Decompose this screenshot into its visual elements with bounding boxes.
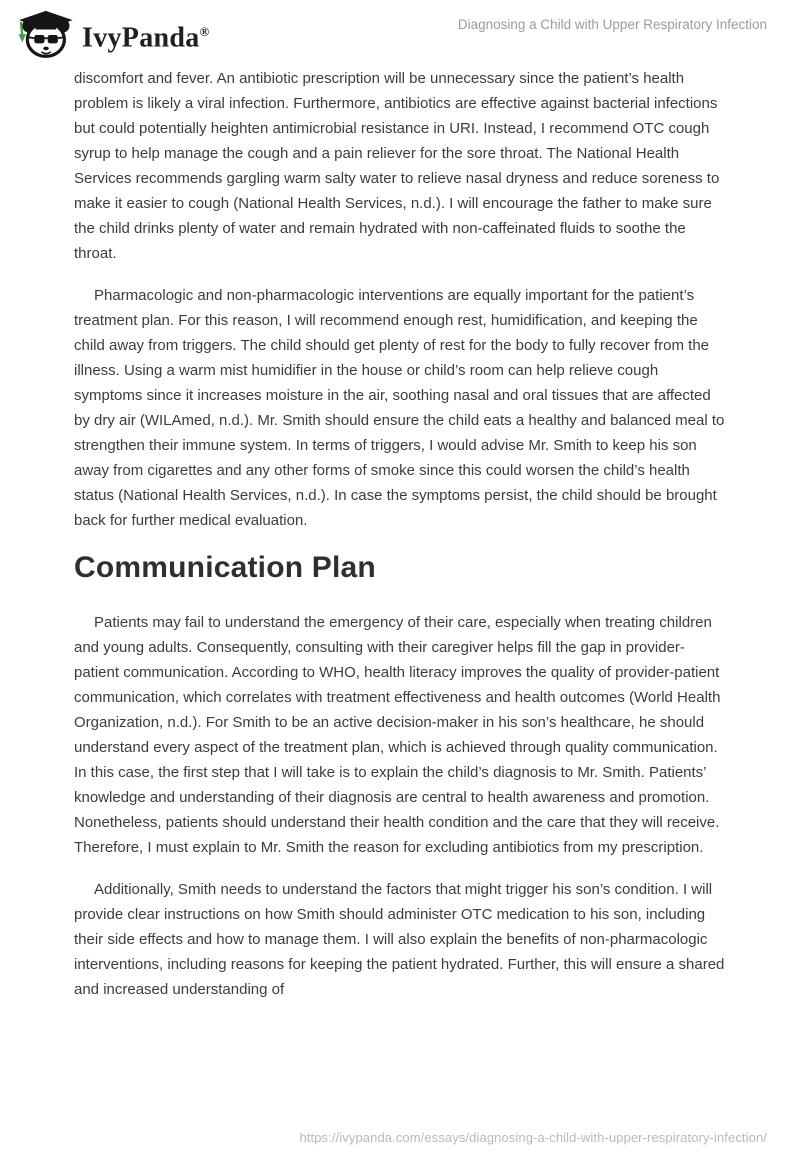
page-footer — [299, 1129, 767, 1147]
brand — [13, 7, 210, 63]
brand-name — [82, 7, 210, 63]
source-url: https://ivypanda.com/essays/diagnosing-a-child-with-upper-respiratory-infection/ — [299, 1130, 767, 1145]
essay-content — [74, 66, 729, 1019]
page-header — [0, 0, 800, 63]
panda-graduation-cap-logo-icon — [13, 10, 75, 60]
paragraph: Patients may fail to understand the emergency of their care, especially when treating children and young adults. Consequently, consulting with their caregiver helps fill the gap in provider-patient communication. According to WHO, health literacy improves the quality of provider-patient communication, which correlates with treatment effectiveness and health outcomes (World Health Organization, n.d.). For Smith to be an active decision-maker in his son’s healthcare, he should understand every aspect of the treatment plan, which is achieved through quality communication. In this case, the first step that I will take is to explain the child’s diagnosis to Mr. Smith. Patients’ knowledge and understanding of their diagnosis are central to health awareness and promotion. Nonetheless, patients should understand their health condition and the care that they will receive. Therefore, I must explain to Mr. Smith the reason for excluding antibiotics from my prescription. — [74, 614, 721, 856]
paragraph-continuation: discomfort and fever. An antibiotic prescription will be unnecessary since the patient’s health problem is likely a viral infection. Furthermore, antibiotics are effective against bacterial infections but could potentially heighten antimicrobial resistance in URI. Instead, I recommend OTC cough syrup to help manage the cough and a pain reliever for the sore throat. The National Health Services recommends gargling warm salty water to relieve nasal dryness and reduce soreness to make it easier to cough (National Health Services, n.d.). I will encourage the father to make sure the child drinks plenty of water and remain hydrated with non-caffeinated fluids to soothe the throat. — [74, 70, 720, 262]
document-title: Diagnosing a Child with Upper Respiratory Infection — [457, 17, 767, 32]
brand-text: IvyPanda — [82, 22, 200, 54]
registered-trademark-symbol: ® — [199, 24, 210, 39]
section-heading-communication-plan: Communication Plan — [74, 551, 376, 584]
paragraph: Additionally, Smith needs to understand the factors that might trigger his son’s condition. I will provide clear instructions on how Smith should administer OTC medication to his son, including their side effects and how to manage them. I will also explain the benefits of non-pharmacologic interventions, including reasons for keeping the patient hydrated. Further, this will ensure a shared and increased understanding of — [74, 881, 725, 998]
paragraph: Pharmacologic and non-pharmacologic interventions are equally important for the patient’s treatment plan. For this reason, I will recommend enough rest, humidification, and keeping the child away from triggers. The child should get plenty of rest for the body to fully recover from the illness. Using a warm mist humidifier in the house or child’s room can help relieve cough symptoms since it increases moisture in the air, soothing nasal and oral tissues that are affected by dry air (WILAmed, n.d.). Mr. Smith should ensure the child eats a healthy and balanced meal to strengthen their immune system. In terms of triggers, I would advise Mr. Smith to keep his son away from cigarettes and any other forms of smoke since this could worsen the child’s health status (National Health Services, n.d.). In case the symptoms persist, the child should be brought back for further medical evaluation. — [74, 287, 725, 529]
